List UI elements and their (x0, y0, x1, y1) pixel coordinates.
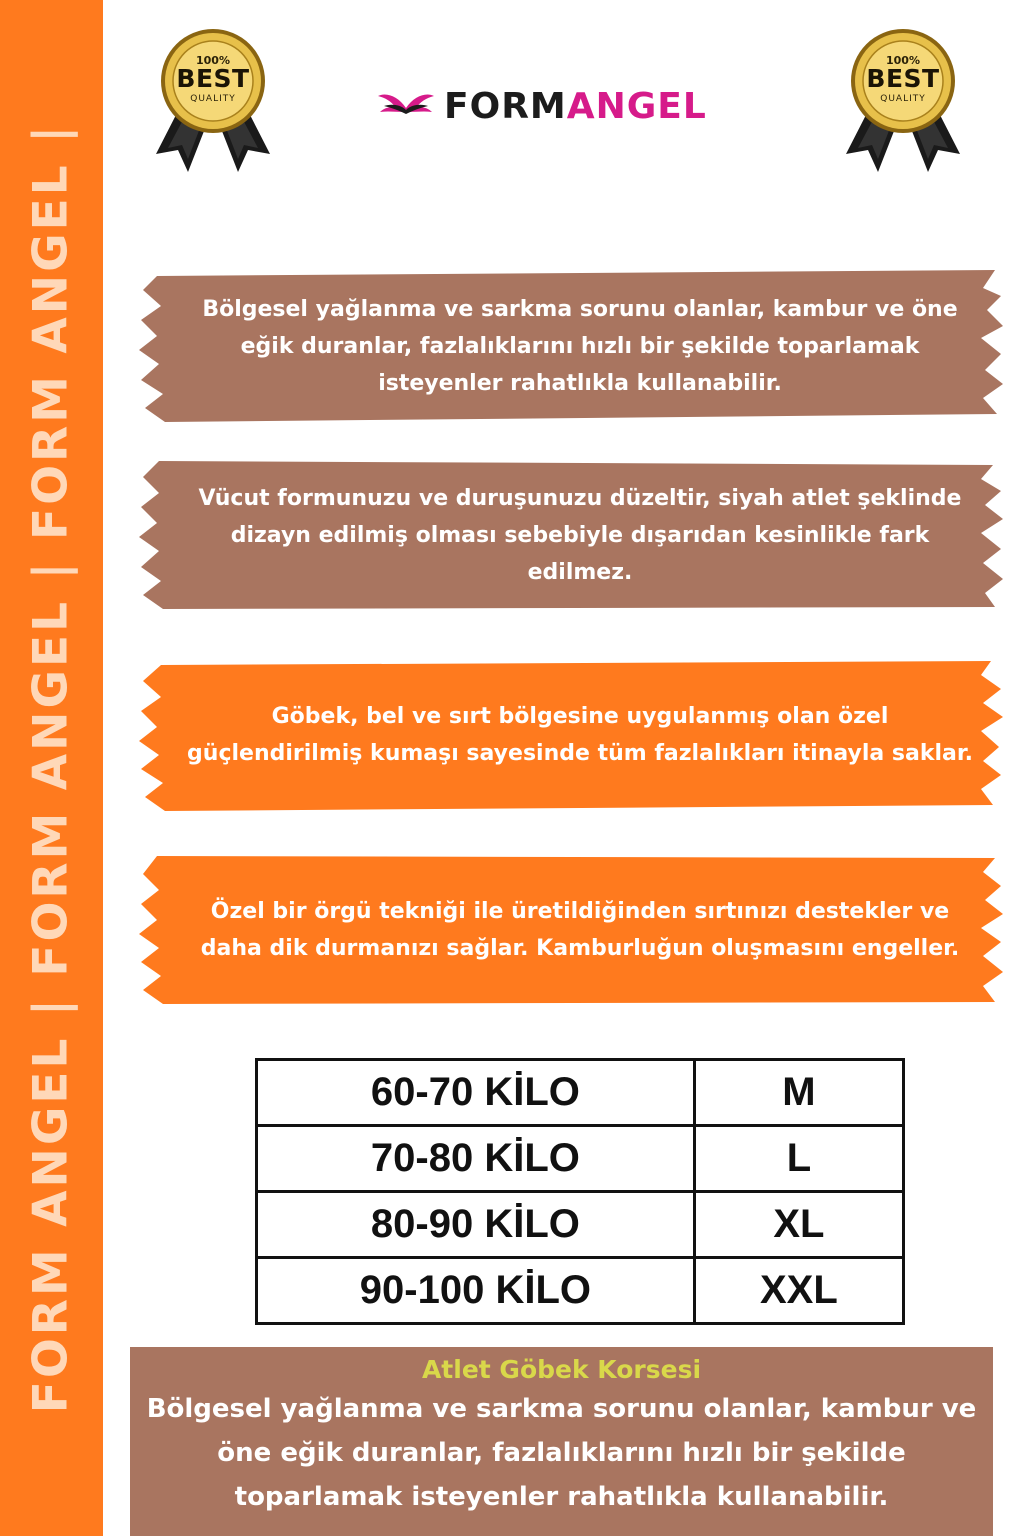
side-banner (0, 0, 103, 1536)
feature-text: Bölgesel yağlanma ve sarkma sorunu olanlar, kambur ve öne eğik duranlar, fazlalıklarını hızlı bir şekilde toparlamak isteyenler rahatlıkla kullanabilir. (202, 296, 958, 396)
table-row (257, 1192, 904, 1258)
weight-range-cell: 80-90 KİLO (257, 1192, 695, 1258)
badge-best: BEST (176, 64, 250, 93)
feature-block (135, 455, 1005, 615)
best-quality-badge-right (838, 26, 968, 176)
badge-quality: QUALITY (190, 94, 236, 104)
weight-range-cell: 60-70 KİLO (257, 1060, 695, 1126)
badge-percent: 100% (886, 54, 920, 67)
feature-text: Vücut formunuzu ve duruşunuzu düzeltir, siyah atlet şeklinde dizayn edilmiş olması sebebiyle dışarıdan kesinlikle fark edilmez. (198, 485, 962, 585)
size-cell: M (694, 1060, 903, 1126)
table-row (257, 1060, 904, 1126)
badge-quality: QUALITY (880, 94, 926, 104)
weight-range-cell: 90-100 KİLO (257, 1258, 695, 1324)
logo-text-angel: ANGEL (566, 85, 707, 127)
logo-text-form: FORM (444, 85, 567, 127)
badge-best: BEST (866, 64, 940, 93)
weight-range-cell: 70-80 KİLO (257, 1126, 695, 1192)
product-title: Atlet Göbek Korsesi (421, 1355, 702, 1384)
size-cell: L (694, 1126, 903, 1192)
product-description: Bölgesel yağlanma ve sarkma sorunu olanlar, kambur ve öne eğik duranlar, fazlalıklarını hızlı bir şekilde toparlamak isteyenler rahatlıkla kullanabilir. (146, 1394, 977, 1512)
badge-percent: 100% (196, 54, 230, 67)
size-chart-table (255, 1058, 905, 1325)
wings-icon (376, 86, 436, 126)
feature-block (135, 655, 1005, 815)
side-banner-text: FORM ANGEL | FORM ANGEL | FORM ANGEL | (23, 122, 79, 1414)
feature-block (135, 850, 1005, 1010)
table-row (257, 1126, 904, 1192)
best-quality-badge-left (148, 26, 278, 176)
size-cell: XXL (694, 1258, 903, 1324)
feature-text: Özel bir örgü tekniği ile üretildiğinden sırtınızı destekler ve daha dik durmanızı sağlar. Kamburluğun oluşmasını engeller. (200, 899, 960, 961)
feature-text: Göbek, bel ve sırt bölgesine uygulanmış olan özel güçlendirilmiş kumaşı sayesinde tüm fazlalıkları itinayla saklar. (187, 704, 973, 766)
feature-block (135, 266, 1005, 426)
product-summary-box (130, 1347, 993, 1536)
brand-logo (376, 82, 707, 130)
table-row (257, 1258, 904, 1324)
size-cell: XL (694, 1192, 903, 1258)
